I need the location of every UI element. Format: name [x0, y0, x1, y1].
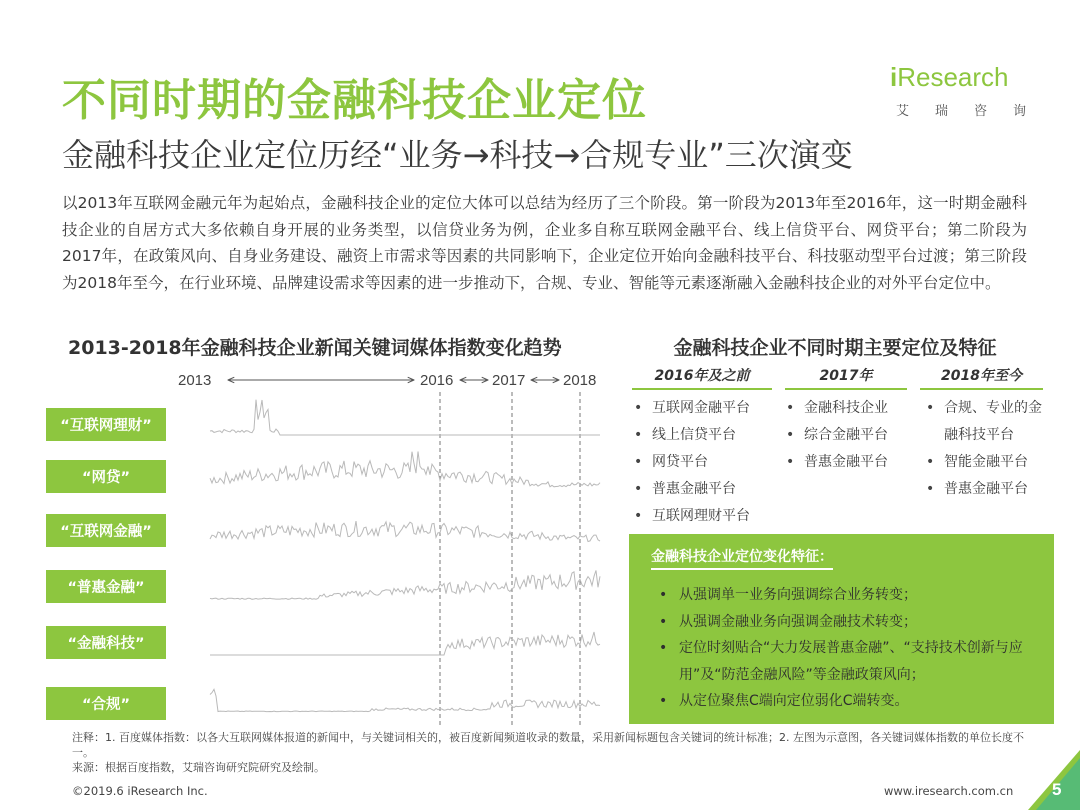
period-label: 2017年 — [819, 368, 873, 384]
period-underline — [785, 388, 907, 390]
source-text: 来源：根据百度指数，艾瑞咨询研究院研究及绘制。 — [72, 761, 325, 774]
feature-box — [629, 534, 1054, 724]
trend-line — [210, 570, 600, 599]
trend-line — [210, 689, 600, 711]
keyword-label: “网贷” — [46, 460, 166, 493]
period-item: • 普惠金融平台 — [630, 476, 750, 503]
feature-item: • 从定位聚焦C端向定位弱化C端转变。 — [651, 688, 1041, 715]
logo-cn-char: 咨 — [973, 104, 987, 119]
page-number: 5 — [1052, 780, 1062, 799]
keyword-label: “金融科技” — [46, 626, 166, 659]
trend-chart — [170, 360, 610, 730]
year-label: 2018 — [563, 372, 597, 389]
trend-lines — [210, 400, 600, 712]
feature-item: • 从强调单一业务向强调综合业务转变； — [651, 582, 1041, 609]
keyword-label: “互联网金融” — [46, 514, 166, 547]
period-item: • 互联网理财平台 — [630, 503, 750, 530]
copyright: ©2019.6 iResearch Inc. — [72, 784, 208, 798]
period-item: • 合规、专业的金融科技平台 — [922, 395, 1047, 449]
period-list — [782, 395, 888, 476]
note-text: 注释：1. 百度媒体指数：以各大互联网媒体报道的新闻中，与关键词相关的，被百度新闻频道收录的数量，采用新闻标题包含关键词的统计标准；2. 左图为示意图，各关键词媒体指数的单位长度不一。 — [72, 731, 1024, 759]
year-label: 2017 — [492, 372, 526, 389]
trend-chart-title: 2013-2018年金融科技企业新闻关键词媒体指数变化趋势 — [68, 337, 562, 359]
feature-list — [651, 582, 1041, 715]
keyword-label: “普惠金融” — [46, 570, 166, 603]
logo-word: Research — [897, 62, 1009, 92]
feature-item: • 从强调金融业务向强调金融技术转变； — [651, 609, 1041, 636]
year-label: 2013 — [178, 372, 212, 389]
feature-title: 金融科技企业定位变化特征： — [651, 546, 833, 570]
period-item: • 线上信贷平台 — [630, 422, 750, 449]
logo-cn — [896, 100, 1026, 119]
keyword-label: “合规” — [46, 687, 166, 720]
period-underline — [632, 388, 772, 390]
period-item: • 普惠金融平台 — [782, 449, 888, 476]
page-title: 不同时期的金融科技企业定位 — [62, 75, 647, 126]
logo-cn-char: 询 — [1012, 104, 1026, 119]
feature-item: • 定位时刻贴合“大力发展普惠金融”、“支持技术创新与应用”及“防范金融风险”等金融政策风向； — [651, 635, 1041, 688]
intro-paragraph: 以2013年互联网金融元年为起始点，金融科技企业的定位大体可以总结为经历了三个阶段。第一阶段为2013年至2016年，这一时期金融科技企业的自居方式大多依赖自身开展的业务类型，以信贷业务为例，企业多自称互联网金融平台、线上信贷平台、网贷平台；第二阶段为2017年，在政策风向、自身业务建设、融资上市需求等因素的共同影响下，企业定位开始向金融科技平台、科技驱动型平台过渡；第三阶段为2018年至今，在行业环境、品牌建设需求等因素的进一步推动下，合规、专业、智能等元素逐渐融入金融科技企业的对外平台定位中。 — [62, 194, 1027, 292]
logo-i: i — [890, 62, 898, 92]
logo-cn-char: 艾 — [896, 104, 910, 119]
period-list — [922, 395, 1047, 503]
trend-line — [210, 452, 600, 487]
website-url: www.iresearch.com.cn — [884, 784, 1014, 798]
period-underline — [920, 388, 1043, 390]
period-label: 2018年至今 — [941, 368, 1022, 384]
period-item: • 网贷平台 — [630, 449, 750, 476]
positioning-panel-title: 金融科技企业不同时期主要定位及特征 — [673, 337, 997, 359]
logo-cn-char: 瑞 — [934, 104, 948, 119]
trend-line — [210, 400, 600, 435]
keyword-label: “互联网理财” — [46, 408, 166, 441]
trend-line — [210, 521, 600, 541]
period-item: • 智能金融平台 — [922, 449, 1047, 476]
period-item: • 普惠金融平台 — [922, 476, 1047, 503]
period-item: • 综合金融平台 — [782, 422, 888, 449]
notes — [72, 730, 1032, 775]
iresearch-logo — [890, 62, 1025, 122]
trend-line — [210, 632, 600, 655]
year-label: 2016 — [420, 372, 454, 389]
period-list — [630, 395, 750, 530]
period-item: • 互联网金融平台 — [630, 395, 750, 422]
period-label: 2016年及之前 — [654, 368, 750, 384]
period-item: • 金融科技企业 — [782, 395, 888, 422]
page-subtitle: 金融科技企业定位历经“业务→科技→合规专业”三次演变 — [62, 136, 853, 174]
